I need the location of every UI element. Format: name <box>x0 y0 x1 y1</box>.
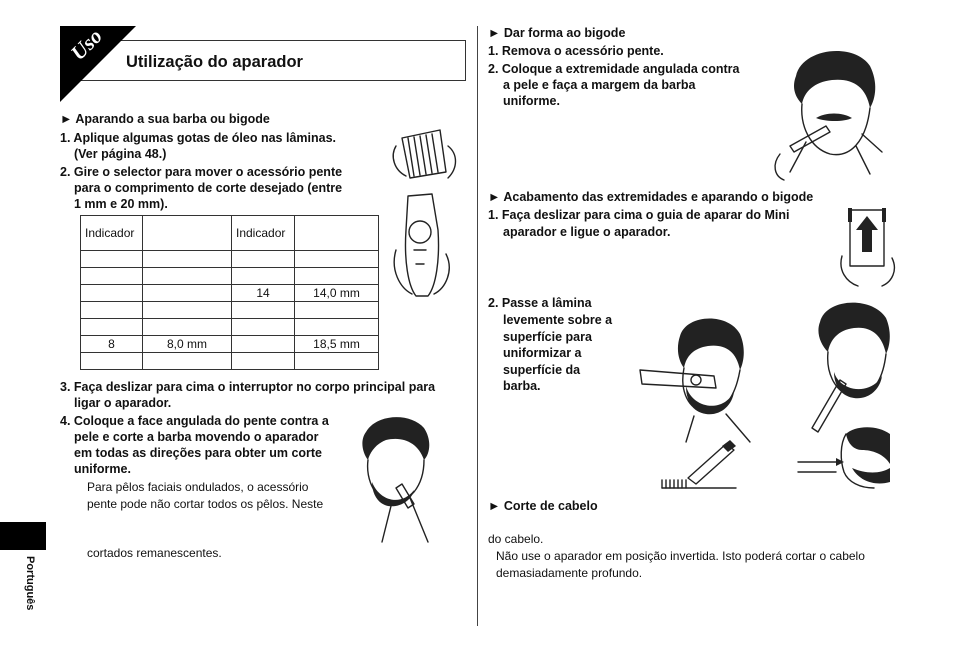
table-cell: 8 <box>81 336 143 353</box>
table-row <box>81 268 379 285</box>
table-cell <box>295 268 379 285</box>
step-2-line-3: 1 mm e 20 mm). <box>74 197 168 211</box>
table-cell <box>295 302 379 319</box>
table-row <box>81 285 379 302</box>
page-title: Utilização do aparador <box>126 53 303 71</box>
table-cell <box>81 353 143 370</box>
table-cell <box>232 268 295 285</box>
man-smoothing-beard-illustration <box>630 316 754 444</box>
step-1-line-1: 1. Aplique algumas gotas de óleo nas lâminas. <box>60 131 337 145</box>
f-step-2-line-4: uniformizar a <box>503 346 582 360</box>
table-cell <box>81 319 143 336</box>
subheading-finishing: ► Acabamento das extremidades e aparando o bigode <box>488 190 814 204</box>
step-3-line-1: 3. Faça deslizar para cima o interruptor no corpo principal para <box>60 380 436 394</box>
table-cell <box>232 251 295 268</box>
table-header-row <box>81 216 379 251</box>
step-2-line-2: para o comprimento de corte desejado (entre <box>74 181 343 195</box>
f-step-2-line-2: levemente sobre a <box>503 313 613 327</box>
r-step-2-line-3: uniforme. <box>503 94 560 108</box>
table-row <box>81 336 379 353</box>
r-step-2-line-2: a pele e faça a margem da barba <box>503 78 696 92</box>
table-cell: 8,0 mm <box>143 336 232 353</box>
step-4-line-3: em todas as direções para obter um corte <box>74 446 323 460</box>
table-header-cell: Indicador <box>232 216 295 251</box>
man-shaping-moustache-illustration <box>766 42 896 182</box>
man-trimming-moustache-illustration <box>804 296 896 434</box>
table-cell <box>143 353 232 370</box>
step-4-line-2: pele e corte a barba movendo o aparador <box>74 430 319 444</box>
table-cell <box>232 353 295 370</box>
language-label: Português <box>24 556 36 611</box>
step-4-line-4: uniforme. <box>74 462 131 476</box>
table-cell <box>81 302 143 319</box>
subheading-trim-beard: ► Aparando a sua barba ou bigode <box>60 112 270 126</box>
note-line-2: pente pode não cortar todos os pêlos. Neste <box>87 497 324 511</box>
comb-blade-detail-illustration <box>656 434 742 492</box>
r-step-1: 1. Remova o acessório pente. <box>488 44 664 58</box>
mini-trimmer-illustration <box>838 204 898 288</box>
table-cell <box>295 251 379 268</box>
length-table <box>80 215 379 370</box>
step-3-line-2: ligar o aparador. <box>74 396 172 410</box>
table-cell <box>143 251 232 268</box>
f-step-2-line-3: superfície para <box>503 330 592 344</box>
section-tab-label: Uso <box>66 24 107 65</box>
language-tab <box>0 522 46 550</box>
table-cell <box>295 353 379 370</box>
table-header-cell <box>295 216 379 251</box>
table-cell: 14,0 mm <box>295 285 379 302</box>
table-cell <box>143 285 232 302</box>
column-divider <box>477 26 478 626</box>
table-cell <box>232 319 295 336</box>
table-cell: 18,5 mm <box>295 336 379 353</box>
f-step-2-line-5: superfície da <box>503 363 581 377</box>
step-2-line-1: 2. Gire o selector para mover o acessório pente <box>60 165 343 179</box>
table-cell <box>143 268 232 285</box>
table-row <box>81 319 379 336</box>
r-step-2-line-1: 2. Coloque a extremidade angulada contra <box>488 62 740 76</box>
trimmer-dial-illustration <box>386 190 460 302</box>
note-line-3: cortados remanescentes. <box>87 546 222 560</box>
f-step-1-line-1: 1. Faça deslizar para cima o guia de aparar do Mini <box>488 208 790 222</box>
table-cell <box>295 319 379 336</box>
table-row <box>81 302 379 319</box>
step-4-line-1: 4. Coloque a face angulada do pente contra a <box>60 414 329 428</box>
f-step-2-line-1: 2. Passe a lâmina <box>488 296 592 310</box>
table-cell <box>81 268 143 285</box>
table-row <box>81 251 379 268</box>
comb-attachment-illustration <box>388 126 462 186</box>
table-cell <box>81 251 143 268</box>
subheading-haircut: ► Corte de cabelo <box>488 499 598 513</box>
f-step-2-line-6: barba. <box>503 379 541 393</box>
man-profile-trimming-illustration <box>796 424 896 490</box>
table-cell: 14 <box>232 285 295 302</box>
table-cell <box>81 285 143 302</box>
table-row <box>81 353 379 370</box>
note-line-1: Para pêlos faciais ondulados, o acessório <box>87 480 309 494</box>
table-cell <box>143 302 232 319</box>
haircut-text-1: do cabelo. <box>488 532 544 546</box>
f-step-1-line-2: aparador e ligue o aparador. <box>503 225 671 239</box>
table-cell <box>232 336 295 353</box>
table-cell <box>143 319 232 336</box>
table-cell <box>232 302 295 319</box>
table-header-cell <box>143 216 232 251</box>
step-1-line-2: (Ver página 48.) <box>74 147 167 161</box>
subheading-shape-moustache: ► Dar forma ao bigode <box>488 26 626 40</box>
table-header-cell: Indicador <box>81 216 143 251</box>
haircut-text-2: Não use o aparador em posição invertida. Isto poderá cortar o cabelo <box>496 549 865 563</box>
man-trimming-beard-illustration <box>352 412 436 548</box>
haircut-text-3: demasiadamente profundo. <box>496 566 643 580</box>
